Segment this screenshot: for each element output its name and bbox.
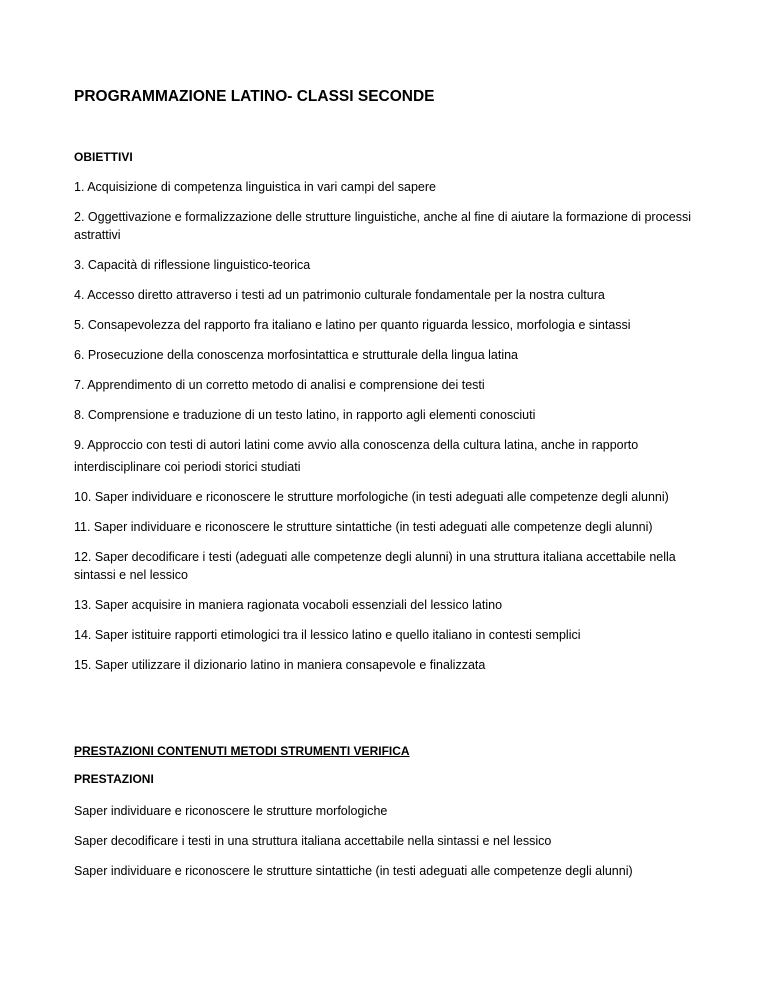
objective-item: 10. Saper individuare e riconoscere le strutture morfologiche (in testi adeguati alle competenze degli alunni): [74, 490, 669, 504]
objective-item: 11. Saper individuare e riconoscere le strutture sintattiche (in testi adeguati alle competenze degli alunni): [74, 520, 653, 534]
objective-item: 3. Capacità di riflessione linguistico-teorica: [74, 258, 311, 272]
prestazione-item: Saper individuare e riconoscere le strutture morfologiche: [74, 804, 388, 818]
prestazioni-heading: PRESTAZIONI: [74, 772, 154, 786]
objective-item: 15. Saper utilizzare il dizionario latino in maniera consapevole e finalizzata: [74, 658, 486, 672]
objective-item: 1. Acquisizione di competenza linguistica in vari campi del sapere: [74, 180, 436, 194]
objective-item: 2. Oggettivazione e formalizzazione delle strutture linguistiche, anche al fine di aiutare la formazione di processi astrattivi: [74, 210, 691, 242]
objectives-heading: OBIETTIVI: [74, 150, 133, 164]
objective-item: 6. Prosecuzione della conoscenza morfosintattica e strutturale della lingua latina: [74, 348, 519, 362]
objectives-list: [74, 178, 694, 686]
objective-item: 8. Comprensione e traduzione di un testo latino, in rapporto agli elementi conosciuti: [74, 408, 536, 422]
prestazione-item: Saper individuare e riconoscere le strutture sintattiche (in testi adeguati alle competenze degli alunni): [74, 864, 633, 878]
objective-item: 5. Consapevolezza del rapporto fra italiano e latino per quanto riguarda lessico, morfologia e sintassi: [74, 318, 631, 332]
objective-item: 14. Saper istituire rapporti etimologici tra il lessico latino e quello italiano in contesti semplici: [74, 628, 581, 642]
prestazione-item: Saper decodificare i testi in una struttura italiana accettabile nella sintassi e nel lessico: [74, 834, 552, 848]
objective-item: 7. Apprendimento di un corretto metodo di analisi e comprensione dei testi: [74, 378, 485, 392]
prestazioni-list: [74, 802, 714, 892]
page-title: PROGRAMMAZIONE LATINO- CLASSI SECONDE: [74, 88, 435, 105]
objective-item: 12. Saper decodificare i testi (adeguati alle competenze degli alunni) in una struttura italiana accettabile nella sintassi e nel lessico: [74, 550, 676, 582]
section-heading-prestazioni-contenuti: PRESTAZIONI CONTENUTI METODI STRUMENTI VERIFICA: [74, 744, 410, 758]
objective-item: 9. Approccio con testi di autori latini come avvio alla conoscenza della cultura latina, anche in rapporto: [74, 438, 639, 452]
objective-item: 13. Saper acquisire in maniera ragionata vocaboli essenziali del lessico latino: [74, 598, 503, 612]
objective-item-continuation: interdisciplinare coi periodi storici studiati: [74, 460, 301, 474]
objective-item: 4. Accesso diretto attraverso i testi ad un patrimonio culturale fondamentale per la nostra cultura: [74, 288, 605, 302]
